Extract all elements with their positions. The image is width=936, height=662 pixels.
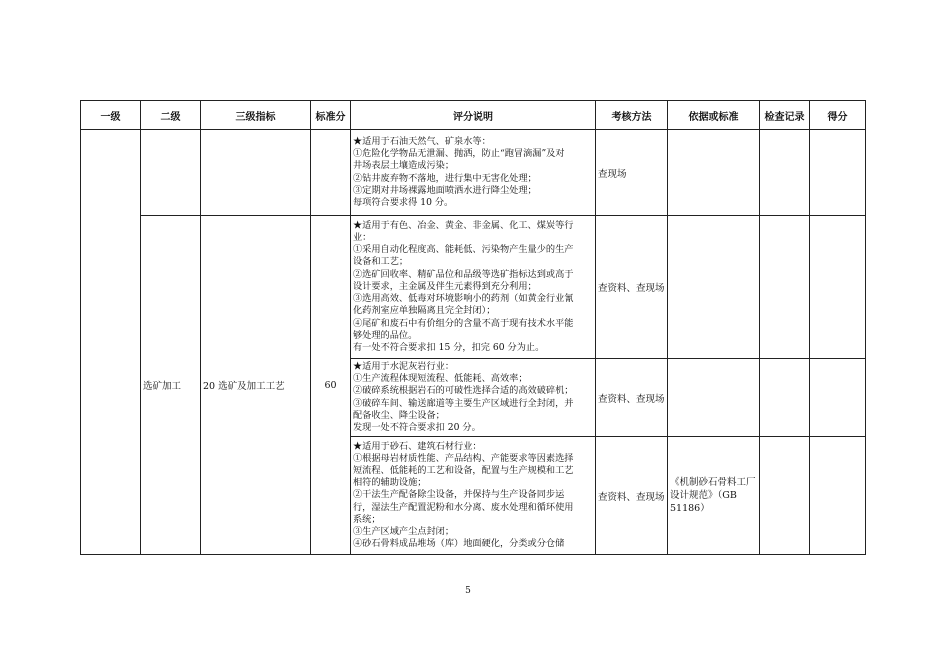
header-method: 考核方法 (596, 101, 668, 130)
desc-line: ③生产区域产尘点封闭； (353, 526, 455, 537)
score-cell-empty (311, 130, 351, 216)
basis-line: 设计规范》（GB (670, 490, 737, 501)
desc-line: ②选矿回收率、精矿品位和品级等选矿指标达到或高于 (353, 268, 574, 280)
desc-line: ②钻井废弃物不落地，进行集中无害化处理； (353, 172, 537, 184)
level2-cell-empty (141, 130, 201, 216)
desc-line: 相符的辅助设施； (353, 477, 427, 489)
page-number: 5 (465, 586, 471, 596)
desc-line: ①危险化学物品无泄漏、抛洒，防止“跑冒滴漏”及对 (353, 148, 565, 160)
desc-line: 化药剂室应单独隔离且完全封闭）； (353, 305, 496, 317)
desc-line: ①根据母岩材质性能、产品结构、产能要求等因素选择 (353, 452, 574, 464)
basis-line: 《机制砂石骨料工厂 (670, 477, 756, 488)
header-level3: 三级指标 (201, 101, 311, 130)
basis-cell (668, 437, 760, 555)
desc-line: 有一处不符合要求扣 15 分，扣完 60 分为止。 (353, 341, 545, 353)
desc-line: 够处理的品位。 (353, 329, 418, 341)
description-cell (351, 359, 596, 437)
level3-cell-empty (201, 130, 311, 216)
desc-line: ②干法生产配备除尘设备，并保持与生产设备同步运 (353, 489, 565, 501)
desc-line: ④砂石骨料成品堆场（库）地面硬化，分类或分仓储 (353, 538, 565, 550)
level3-cell: 20 选矿及加工工艺 (201, 216, 311, 555)
description-cell (351, 216, 596, 359)
basis-line: 51186） (670, 503, 710, 514)
basis-cell (668, 359, 760, 437)
desc-line: ③定期对井场裸露地面喷洒水进行降尘处理； (353, 184, 537, 196)
table-row (81, 216, 866, 359)
desc-line: 系统； (353, 513, 381, 525)
method-cell: 查资料、查现场 (596, 216, 668, 359)
method-cell: 查资料、查现场 (596, 437, 668, 555)
header-level2: 二级 (141, 101, 201, 130)
result-score-cell (810, 130, 866, 216)
level2-cell: 选矿加工 (141, 216, 201, 555)
standard-score-cell: 60 (311, 216, 351, 555)
basis-cell (668, 216, 760, 359)
desc-line: ★适用于石油天然气、矿泉水等： (353, 135, 491, 147)
desc-line: ③破碎车间、输送廊道等主要生产区域进行全封闭，并 (353, 397, 574, 409)
header-check-record: 检查记录 (760, 101, 810, 130)
desc-line: ①生产流程体现短流程、低能耗、高效率； (353, 373, 528, 385)
desc-line: 配备收尘、降尘设备； (353, 409, 445, 421)
header-description: 评分说明 (351, 101, 596, 130)
table-row (81, 130, 866, 216)
desc-line: 行，湿法生产配置泥粉和水分离、废水处理和循环使用 (353, 501, 574, 513)
desc-line: ★适用于砂石、建筑石材行业： (353, 440, 482, 452)
desc-line: 短流程、低能耗的工艺和设备，配置与生产规模和工艺 (353, 464, 574, 476)
description-cell (351, 437, 596, 555)
header-level1: 一级 (81, 101, 141, 130)
check-record-cell (760, 130, 810, 216)
desc-line: ①采用自动化程度高、能耗低、污染物产生量少的生产 (353, 244, 574, 256)
method-cell: 查现场 (596, 130, 668, 216)
description-cell (351, 130, 596, 216)
desc-line: ②破碎系统根据岩石的可破性选择合适的高效破碎机； (353, 385, 574, 397)
result-score-cell (810, 437, 866, 555)
header-result-score: 得分 (810, 101, 866, 130)
header-row (81, 101, 866, 130)
desc-line: ★适用于水泥灰岩行业： (353, 360, 455, 372)
desc-line: ★适用于有色、冶金、黄金、非金属、化工、煤炭等行 (353, 219, 574, 231)
level1-cell (81, 130, 141, 555)
check-record-cell (760, 437, 810, 555)
check-record-cell (760, 216, 810, 359)
desc-line: 每项符合要求得 10 分。 (353, 196, 454, 208)
desc-line: 业： (353, 232, 372, 244)
desc-line: 设备和工艺； (353, 256, 409, 268)
desc-line: 井场表层土壤造成污染； (353, 160, 455, 172)
desc-line: 设计要求，主金属及伴生元素得到充分利用； (353, 280, 537, 292)
method-cell: 查资料、查现场 (596, 359, 668, 437)
scoring-table (80, 100, 866, 555)
header-basis: 依据或标准 (668, 101, 760, 130)
check-record-cell (760, 359, 810, 437)
basis-cell (668, 130, 760, 216)
result-score-cell (810, 359, 866, 437)
desc-line: 发现一处不符合要求扣 20 分。 (353, 421, 481, 433)
desc-line: ④尾矿和废石中有价组分的含量不高于现有技术水平能 (353, 317, 574, 329)
header-standard-score: 标准分 (311, 101, 351, 130)
desc-line: ③选用高效、低毒对环境影响小的药剂（如黄金行业氰 (353, 293, 574, 305)
result-score-cell (810, 216, 866, 359)
